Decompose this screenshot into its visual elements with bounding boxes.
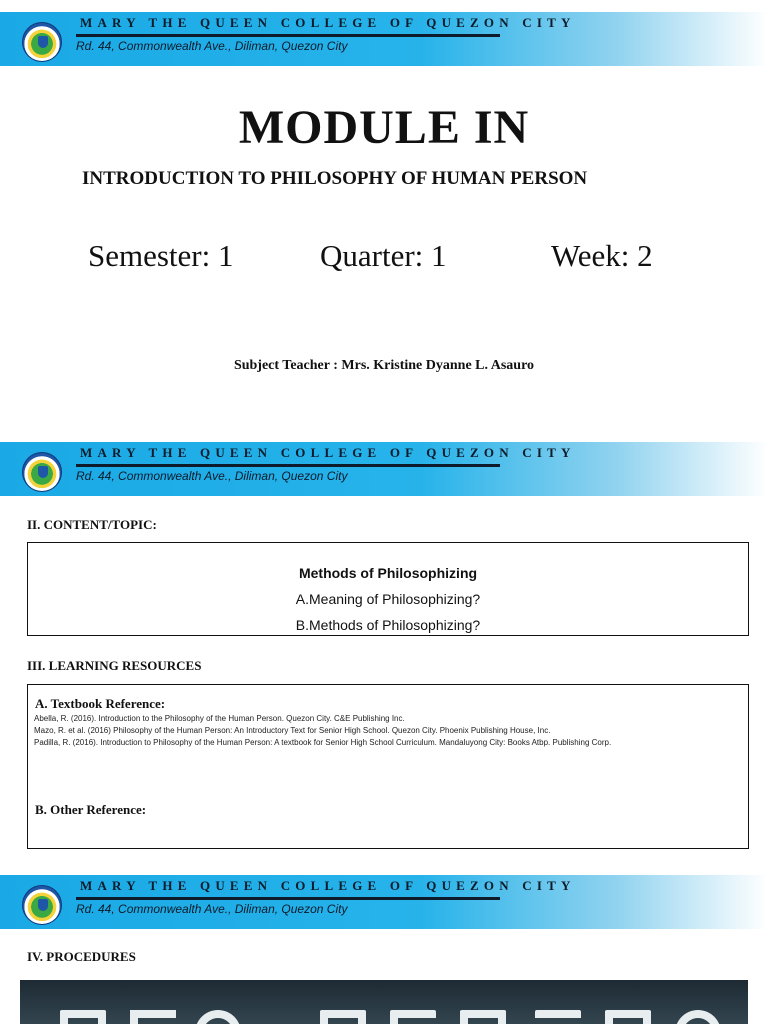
college-name: MARY THE QUEEN COLLEGE OF QUEZON CITY	[80, 445, 576, 460]
header-banner	[0, 875, 768, 929]
textbook-reference: Abella, R. (2016). Introduction to the Philosophy of the Human Person. Quezon City. C&E Publishing Inc.	[34, 714, 405, 723]
procedures-image	[20, 980, 748, 1024]
subject-teacher: Subject Teacher : Mrs. Kristine Dyanne L. Asauro	[233, 358, 535, 373]
module-subject: INTRODUCTION TO PHILOSOPHY OF HUMAN PERSON	[82, 168, 588, 189]
header-rule	[76, 464, 500, 467]
image-glyph	[390, 1010, 436, 1024]
textbook-reference-heading: A. Textbook Reference:	[35, 696, 166, 711]
image-glyph	[460, 1010, 506, 1024]
header-rule	[76, 34, 500, 37]
image-glyph	[320, 1010, 366, 1024]
topic-item: B.Methods of Philosophizing?	[295, 617, 481, 633]
topic-title: Methods of Philosophizing	[298, 565, 478, 581]
week-label: Week: 2	[551, 238, 653, 273]
image-glyph	[130, 1010, 176, 1024]
topic-item: A.Meaning of Philosophizing?	[295, 591, 481, 607]
college-seal-icon	[22, 452, 62, 492]
quarter-label: Quarter: 1	[320, 238, 447, 273]
content-topic-box	[27, 542, 749, 636]
module-title: MODULE IN	[238, 101, 530, 154]
semester-label: Semester: 1	[88, 238, 234, 273]
image-glyph	[60, 1010, 106, 1024]
textbook-reference: Padilla, R. (2016). Introduction to Philosophy of the Human Person: A textbook for Senior High School Curriculum. Mandaluyong City: Books Atbp. Publishing Corp.	[34, 738, 612, 747]
image-glyph	[195, 1010, 241, 1024]
college-seal-icon	[22, 885, 62, 925]
college-name: MARY THE QUEEN COLLEGE OF QUEZON CITY	[80, 15, 576, 30]
college-seal-icon	[22, 22, 62, 62]
learning-resources-heading: III. LEARNING RESOURCES	[27, 658, 202, 673]
college-address: Rd. 44, Commonwealth Ave., Diliman, Quezon City	[76, 39, 348, 53]
college-name: MARY THE QUEEN COLLEGE OF QUEZON CITY	[80, 878, 576, 893]
textbook-reference: Mazo, R. et al. (2016) Philosophy of the Human Person: An Introductory Text for Senior High School. Quezon City. Phoenix Publishing House, Inc.	[34, 726, 551, 735]
header-banner	[0, 442, 768, 496]
header-banner	[0, 12, 768, 66]
image-glyph	[535, 1010, 581, 1024]
content-topic-heading: II. CONTENT/TOPIC:	[27, 517, 157, 532]
learning-resources-box	[27, 684, 749, 849]
college-address: Rd. 44, Commonwealth Ave., Diliman, Quezon City	[76, 469, 348, 483]
header-rule	[76, 897, 500, 900]
college-address: Rd. 44, Commonwealth Ave., Diliman, Quezon City	[76, 902, 348, 916]
image-glyph	[605, 1010, 651, 1024]
image-glyph	[675, 1010, 721, 1024]
other-reference-heading: B. Other Reference:	[35, 802, 147, 817]
procedures-heading: IV. PROCEDURES	[27, 949, 136, 964]
